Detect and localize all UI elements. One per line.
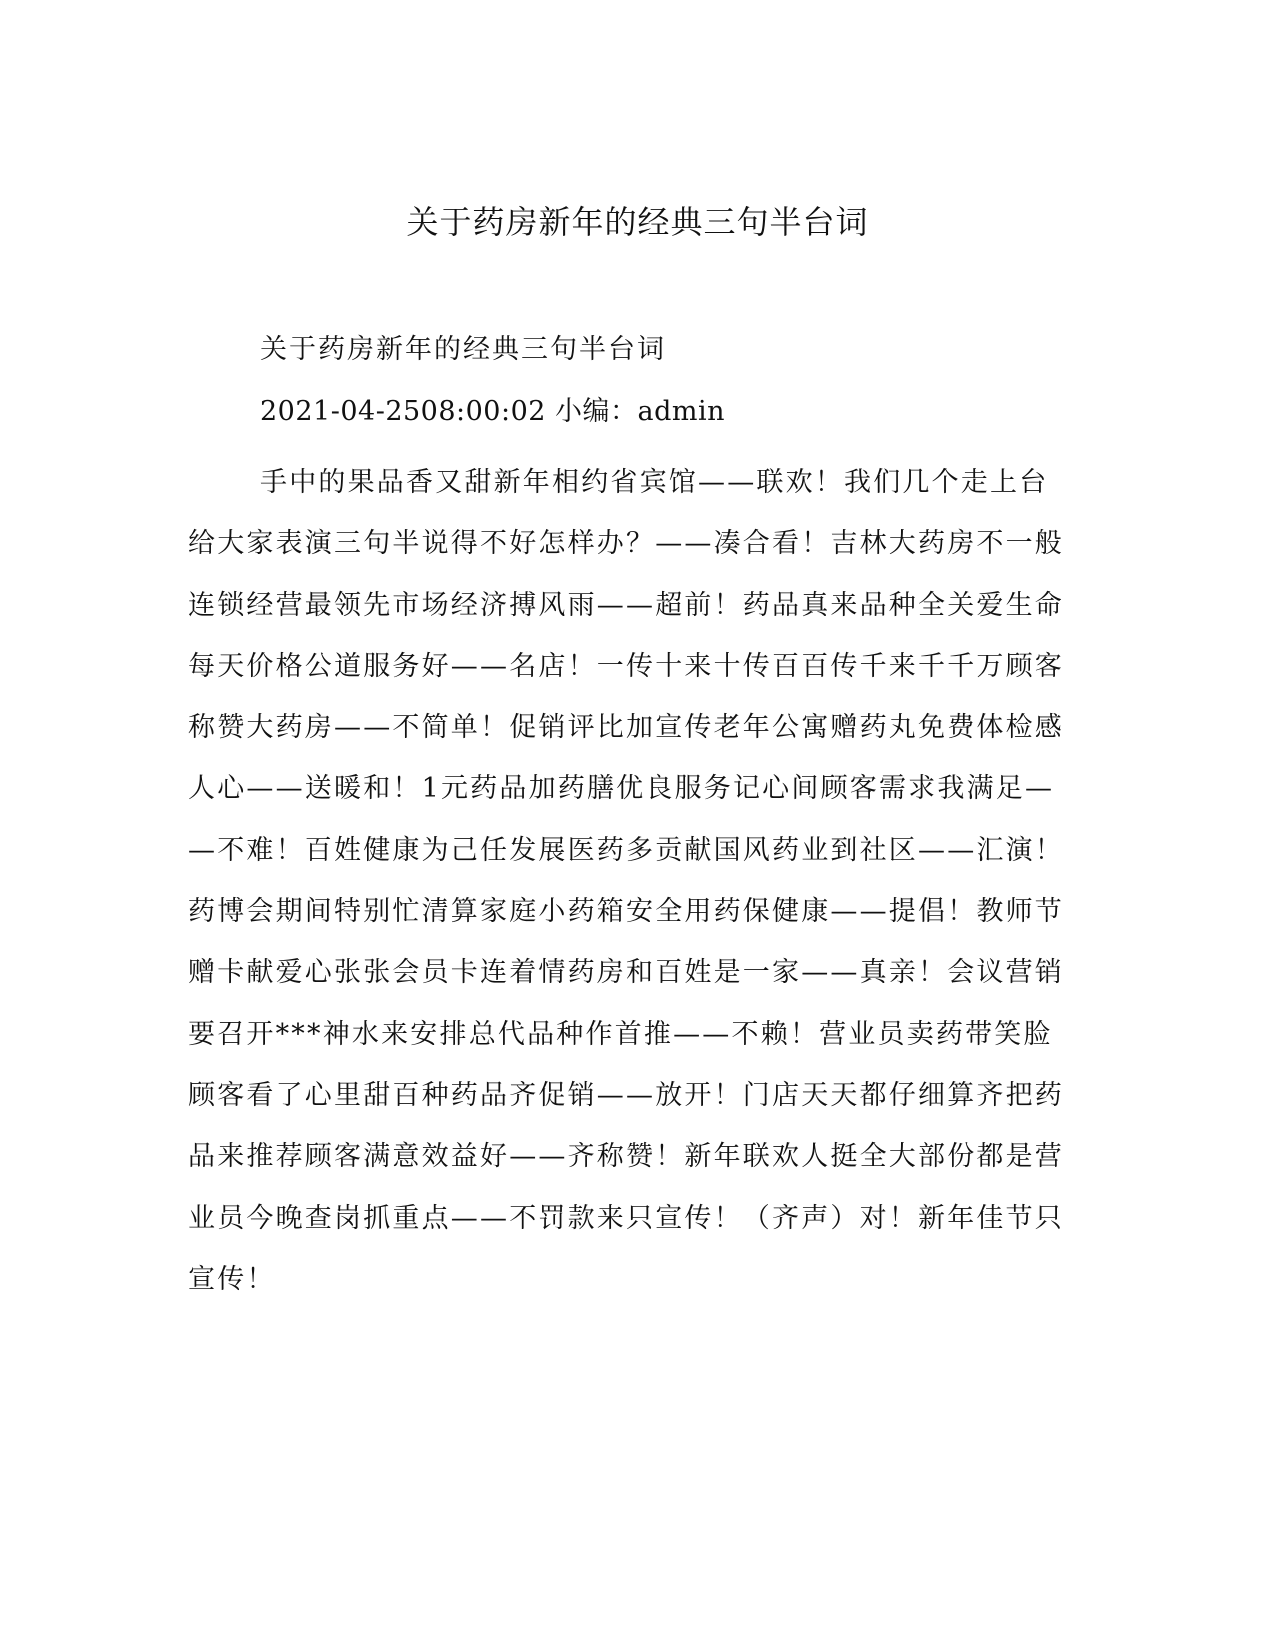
- document-title: 关于药房新年的经典三句半台词: [406, 203, 869, 241]
- article-subtitle: 关于药房新年的经典三句半台词: [260, 334, 666, 365]
- article-body: 手中的果品香又甜新年相约省宾馆——联欢！我们几个走上台给大家表演三句半说得不好怎样办？——凑合看！吉林大药房不一般连锁经营最领先市场经济搏风雨——超前！药品真来品种全关爱生命每天价格公道服务好——名店！一传十来十传百百传千来千千万顾客称赞大药房——不简单！促销评比加宣传老年公寓赠药丸免费体检感人心——送暖和！1元药品加药膳优良服务记心间顾客需求我满足——不难！百姓健康为己任发展医药多贡献国风药业到社区——汇演！药博会期间特别忙清算家庭小药箱安全用药保健康——提倡！教师节赠卡献爱心张张会员卡连着情药房和百姓是一家——真亲！会议营销要召开***神水来安排总代品种作首推——不赖！营业员卖药带笑脸顾客看了心里甜百种药品齐促销——放开！门店天天都仔细算齐把药品来推荐顾客满意效益好——齐称赞！新年联欢人挺全大部份都是营业员今晚查岗抓重点——不罚款来只宣传！（齐声）对！新年佳节只宣传！: [188, 467, 1064, 1295]
- article-date-author: 2021-04-2508:00:02 小编：admin: [260, 396, 726, 427]
